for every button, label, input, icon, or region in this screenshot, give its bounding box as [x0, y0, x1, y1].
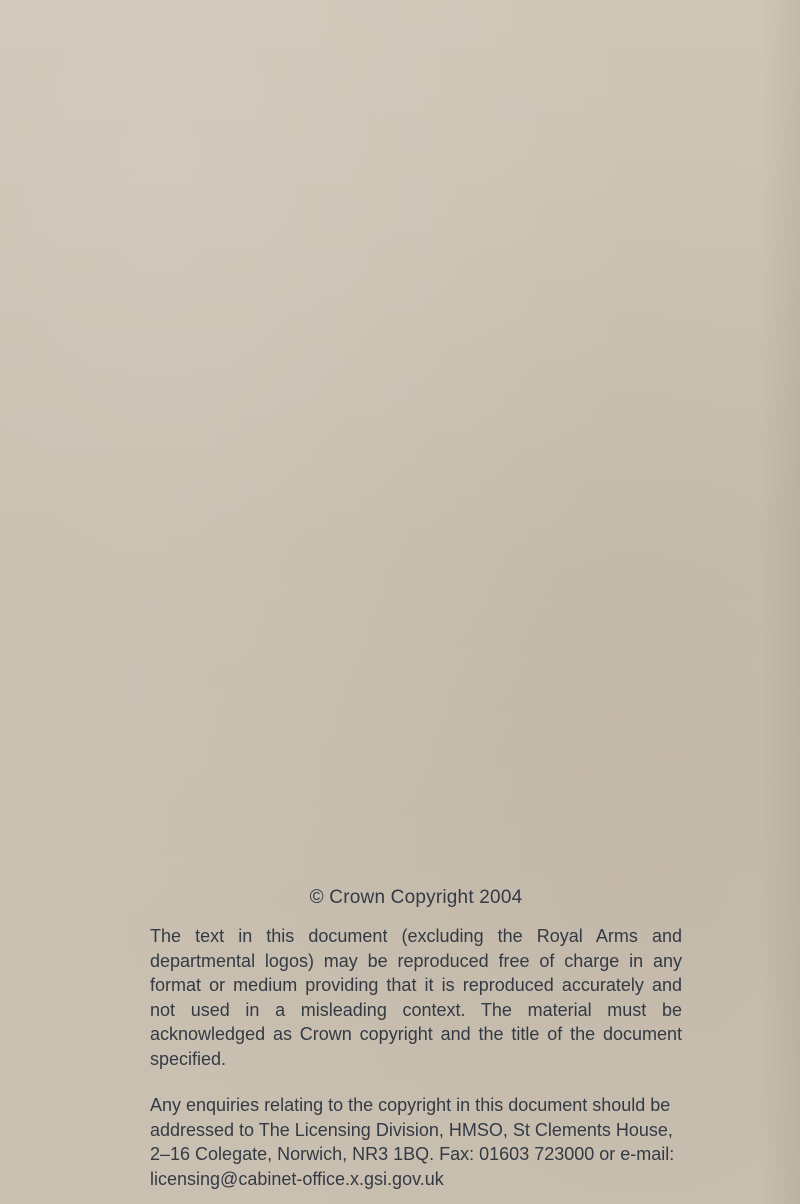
enquiries-paragraph: Any enquiries relating to the copyright in this document should be addressed to The Licensing Division, HMSO, St Clements House, 2–16 Colegate, Norwich, NR3 1BQ. Fax: 01603 723000 or e-mail: licensing@cabinet-office.x.gsi.gov.uk: [150, 1095, 675, 1189]
copyright-heading: © Crown Copyright 2004: [309, 887, 523, 908]
copyright-notice: [150, 886, 682, 1191]
reproduction-terms-paragraph: The text in this document (excluding the Royal Arms and departmental logos) may be reproduced free of charge in any format or medium providing that it is reproduced accurately and not used in a misleading context. The material must be acknowledged as Crown copyright and the title of the document specified.: [150, 926, 682, 1069]
page-edge-shadow: [760, 0, 800, 1204]
